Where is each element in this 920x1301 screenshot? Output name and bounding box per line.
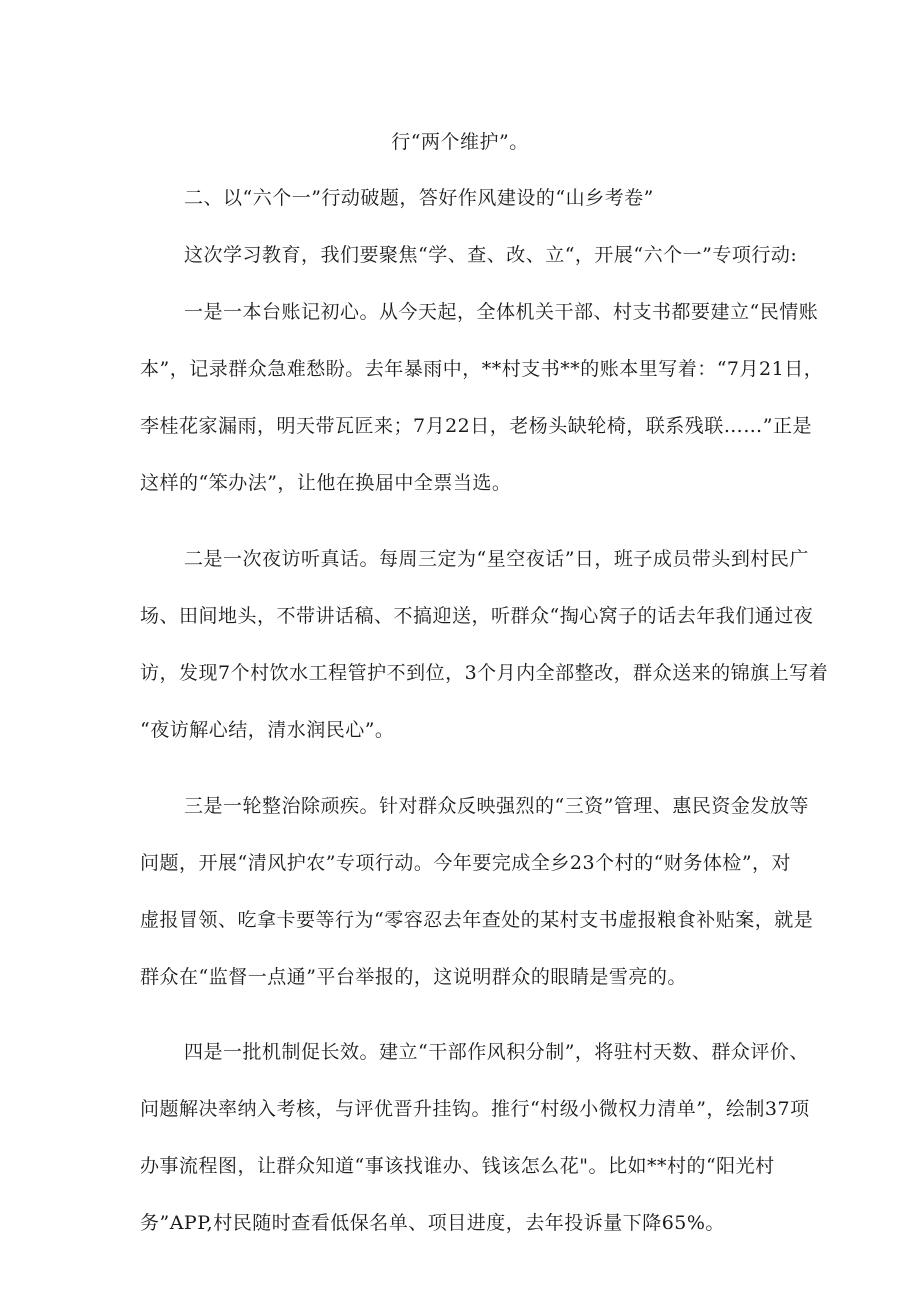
paragraph-2-line: 场、田间地头，不带讲话稿、不搞迎送，听群众“掏心窝子的话去年我们通过夜 [140,605,814,627]
paragraph-3-line: 虚报冒领、吃拿卡要等行为“零容忍去年查处的某村支书虚报粮食补贴案，就是 [140,909,814,931]
paragraph-4-line: 四是一批机制促长效。建立“干部作风积分制”，将驻村天数、群众评价、 [184,1041,809,1063]
section-heading: 二、以“六个一”行动破题，答好作风建设的“山乡考卷” [184,187,654,209]
text-line: 行“两个维护”。 [391,131,529,153]
paragraph-4-line: 务”APP,村民随时查看低保名单、项目进度，去年投诉量下降65%。 [140,1212,725,1234]
paragraph-3-line: 三是一轮整治除顽疾。针对群众反映强烈的“三资”管理、惠民资金发放等 [184,795,809,817]
paragraph-1-line: 本”，记录群众急难愁盼。去年暴雨中，**村支书**的账本里写着：“7月21日， [140,358,824,380]
paragraph-1-line: 这样的“笨办法”，让他在换届中全票当选。 [140,472,512,494]
text-line: 这次学习教育，我们要聚焦“学、查、改、立“，开展“六个一”专项行动: [184,244,798,266]
paragraph-3-line: 群众在“监督一点通”平台举报的，这说明群众的眼睛是雪亮的。 [140,966,687,988]
paragraph-2-line: 访，发现7个村饮水工程管护不到位，3个月内全部整改，群众送来的锦旗上写着 [140,662,829,684]
paragraph-3-line: 问题，开展“清风护农”专项行动。今年要完成全乡23个村的“财务体检”，对 [140,852,792,874]
paragraph-4-line: 办事流程图，让群众知道“事该找谁办、钱该怎么花"。比如**村的“阳光村 [140,1155,775,1177]
paragraph-2-line: “夜访解心结，清水润民心”。 [140,719,395,741]
paragraph-4-line: 问题解决率纳入考核，与评优晋升挂钩。推行“村级小微权力清单”，绘制37项 [140,1098,810,1120]
paragraph-2-line: 二是一次夜访听真话。每周三定为“星空夜话”日，班子成员带头到村民广 [184,548,809,570]
paragraph-1-line: 李桂花家漏雨，明天带瓦匠来；7月22日，老杨头缺轮椅，联系残联……”正是 [140,415,812,437]
paragraph-1-line: 一是一本台账记初心。从今天起，全体机关干部、村支书都要建立“民情账 [184,301,819,323]
